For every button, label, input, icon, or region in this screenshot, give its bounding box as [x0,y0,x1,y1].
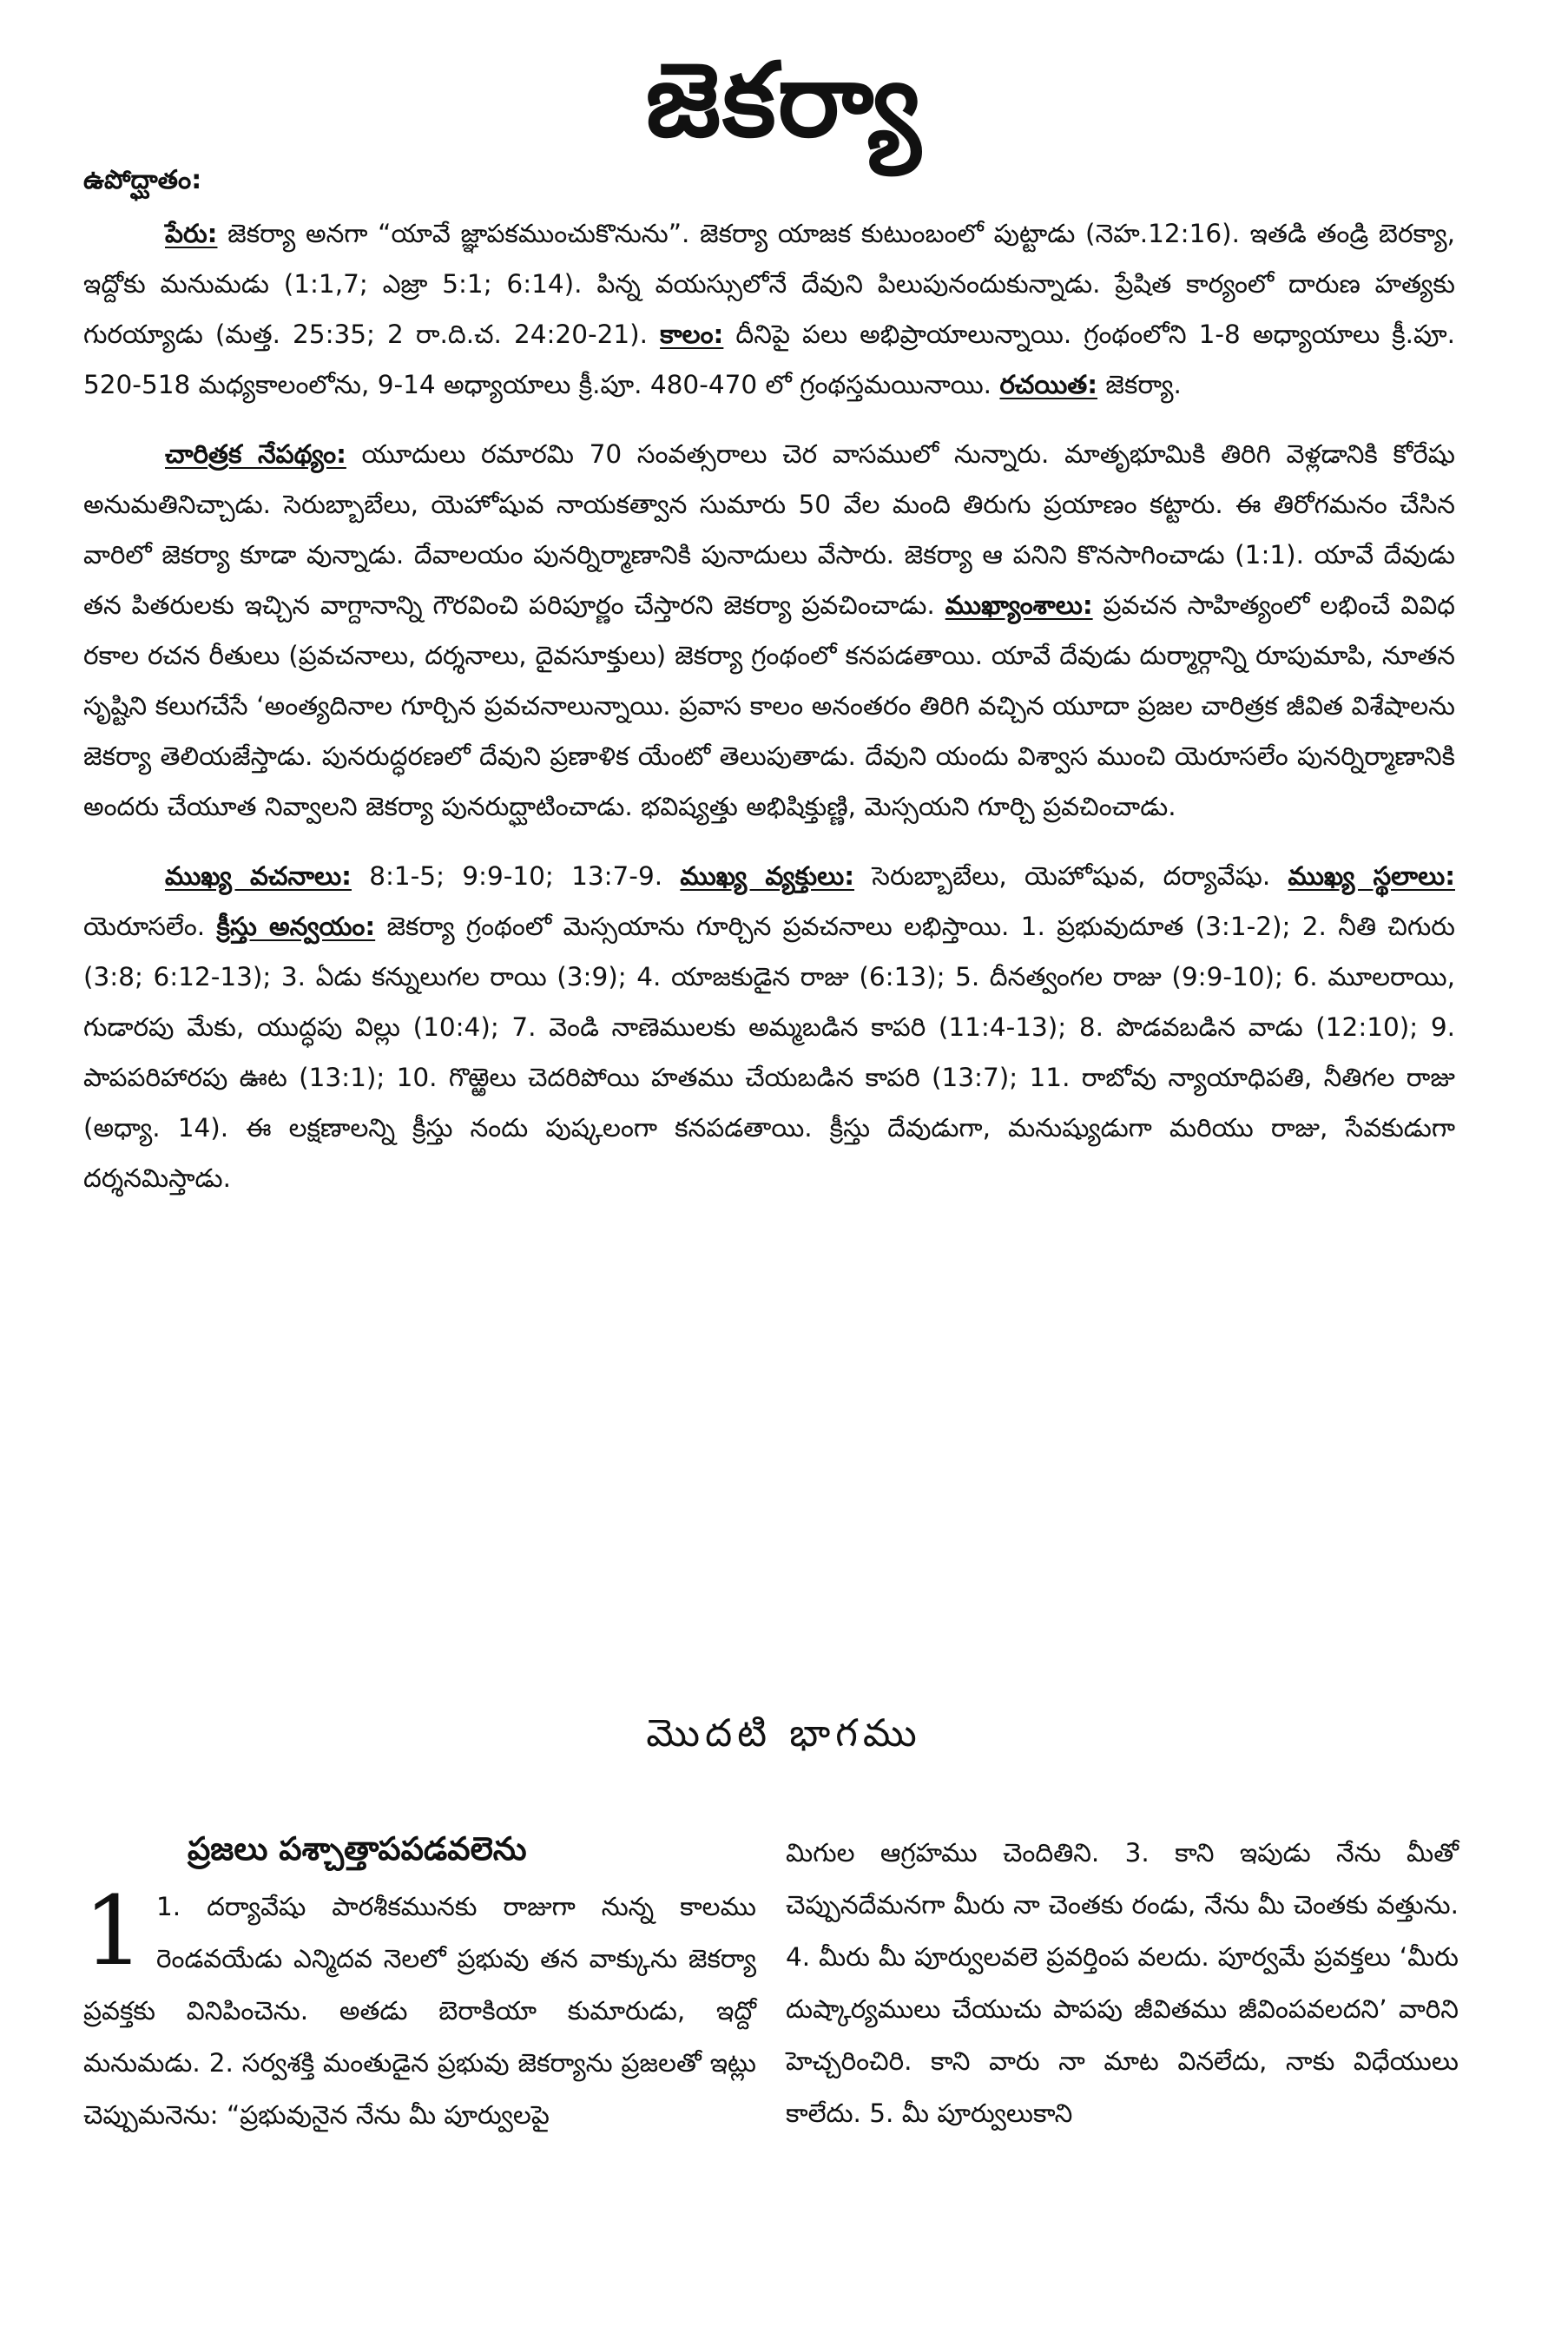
chapter-number: 1 [83,1875,144,1986]
intro-paragraph-background [83,429,1455,832]
label-key-persons: ముఖ్య వ్యక్తులు: [680,861,855,891]
introduction-body [83,208,1455,1222]
label-time: కాలం: [660,320,724,349]
chapter-subheading: ప్రజలు పశ్చాత్తాపపడవలెను [188,1830,527,1868]
text-time: దీనిపై పలు అభిప్రాయాలున్నాయి. గ్రంథంలోని 1-8 అధ్యాయాలు క్రీ.పూ. 520-518 మధ్యకాలంలోను, 9-14 అధ్యాయాలు క్రీ.పూ. 480-470 లో గ్రంథస్తమయినాయి. [83,320,1455,399]
text-key-persons: సెరుబ్బాబేలు, యెహోషువ, దర్యావేషు. [854,861,1288,891]
left-verses: 1. దర్యావేషు పారశీకమునకు రాజుగా నున్న కాలము రెండవయేడు ఎన్మిదవ నెలలో ప్రభువు తన వాక్కును జెకర్యా ప్రవక్తకు వినిపించెను. అతడు బెరాకియా కుమారుడు, ఇద్దో మనుమడు. 2. సర్వశక్తి మంతుడైన ప్రభువు జెకర్యాను ప్రజలతో ఇట్లు చెప్పుమనెను: “ప్రభువునైన నేను మీ పూర్వులపై [83,1892,756,2130]
text-key-verses: 8:1-5; 9:9-10; 13:7-9. [351,861,681,891]
label-christ-application: క్రీస్తు అన్వయం: [216,912,376,941]
right-column [786,1827,1459,2139]
book-title: జెకర్యా [645,40,923,160]
intro-paragraph-name-time-author [83,208,1455,410]
left-column-text [83,1875,756,2141]
text-name: జెకర్యా అనగా “యావే జ్ఞాపకముంచుకొనును”. జెకర్యా యాజక కుటుంబంలో పుట్టాడు (నెహ.12:16). ఇతడి తండ్రి బెరక్యా, ఇద్దోకు మనుమడు (1:1,7; ఎజ్రా 5:1; 6:14). పిన్న వయస్సులోనే దేవుని పిలుపునందుకున్నాడు. ప్రేషిత కార్యంలో దారుణ హత్యకు గురయ్యాడు (మత్త. 25:35; 2 రా.ది.చ. 24:20-21). [83,219,1455,349]
label-background: చారిత్రక నేపథ్యం: [165,439,346,469]
section-title: మొదటి భాగము [646,1711,922,1756]
text-themes: ప్రవచన సాహిత్యంలో లభించే వివిధ రకాల రచన రీతులు (ప్రవచనాలు, దర్శనాలు, దైవసూక్తులు) జెకర్యా గ్రంథంలో కనపడతాయి. యావే దేవుడు దుర్మార్గాన్ని రూపుమాపి, నూతన సృష్టిని కలుగచేసే ‘అంత్యదినాల గూర్చిన ప్రవచనాలున్నాయి. ప్రవాస కాలం అనంతరం తిరిగి వచ్చిన యూదా ప్రజల చారిత్రక జీవిత విశేషాలను జెకర్యా తెలియజేస్తాడు. పునరుద్ధరణలో దేవుని ప్రణాళిక యేంటో తెలుపుతాడు. దేవుని యందు విశ్వాస ముంచి యెరూసలేం పునర్నిర్మాణానికి అందరు చేయూత నివ్వాలని జెకర్యా పునరుద్ఘాటించాడు. భవిష్యత్తు అభిషిక్తుణ్ణి, మెస్సయని గూర్చి ప్రవచించాడు. [83,590,1455,821]
label-key-places: ముఖ్య స్థలాలు: [1288,861,1455,891]
label-key-verses: ముఖ్య వచనాలు: [165,861,352,891]
left-column [83,1823,756,2141]
label-themes: ముఖ్యాంశాలు: [945,590,1093,620]
text-author: జెకర్యా. [1097,370,1182,399]
text-christ-application: జెకర్యా గ్రంథంలో మెస్సయాను గూర్చిన ప్రవచనాలు లభిస్తాయి. 1. ప్రభువుదూత (3:1-2); 2. నీతి చిగురు (3:8; 6:12-13); 3. ఏడు కన్నులుగల రాయి (3:9); 4. యాజకుడైన రాజు (6:13); 5. దీనత్వంగల రాజు (9:9-10); 6. మూలరాయి, గుడారపు మేకు, యుద్ధపు విల్లు (10:4); 7. వెండి నాణెములకు అమ్మబడిన కాపరి (11:4-13); 8. పొడవబడిన వాడు (12:10); 9. పాపపరిహారపు ఊట (13:1); 10. గొఱ్ఱెలు చెదరిపోయి హతము చేయబడిన కాపరి (13:7); 11. రాబోవు న్యాయాధిపతి, నీతిగల రాజు (అధ్యా. 14). ఈ లక్షణాలన్ని క్రీస్తు నందు పుష్కలంగా కనపడతాయి. క్రీస్తు దేవుడుగా, మనుష్యుడుగా మరియు రాజు, సేవకుడుగా దర్శనమిస్తాడు. [83,912,1456,1193]
introduction-heading: ఉపోద్ఘాతం: [83,165,202,195]
label-author: రచయిత: [999,370,1098,399]
intro-paragraph-key-points [83,851,1455,1203]
right-column-text: మిగుల ఆగ్రహము చెందితిని. 3. కాని ఇపుడు నేను మీతో చెప్పునదేమనగా మీరు నా చెంతకు రండు, నేను మీ చెంతకు వత్తును. 4. మీరు మీ పూర్వులవలె ప్రవర్తింప వలదు. పూర్వమే ప్రవక్తలు ‘మీరు దుష్కార్యములు చేయుచు పాపపు జీవితము జీవింపవలదని’ వారిని హెచ్చరించిరి. కాని వారు నా మాట వినలేదు, నాకు విధేయులు కాలేదు. 5. మీ పూర్వులుకాని [786,1838,1459,2128]
label-name: పేరు: [165,219,218,248]
text-key-places: యెరూసలేం. [83,912,217,941]
text-background: యూదులు రమారమి 70 సంవత్సరాలు చెర వాసములో నున్నారు. మాతృభూమికి తిరిగి వెళ్లడానికి కోరేషు అనుమతినిచ్చాడు. సెరుబ్బాబేలు, యెహోషువ నాయకత్వాన సుమారు 50 వేల మంది తిరుగు ప్రయాణం కట్టారు. ఈ తిరోగమనం చేసిన వారిలో జెకర్యా కూడా వున్నాడు. దేవాలయం పునర్నిర్మాణానికి పునాదులు వేసారు. జెకర్యా ఆ పనిని కొనసాగించాడు (1:1). యావే దేవుడు తన పితరులకు ఇచ్చిన వాగ్దానాన్ని గౌరవించి పరిపూర్ణం చేస్తారని జెకర్యా ప్రవచించాడు. [83,439,1455,620]
